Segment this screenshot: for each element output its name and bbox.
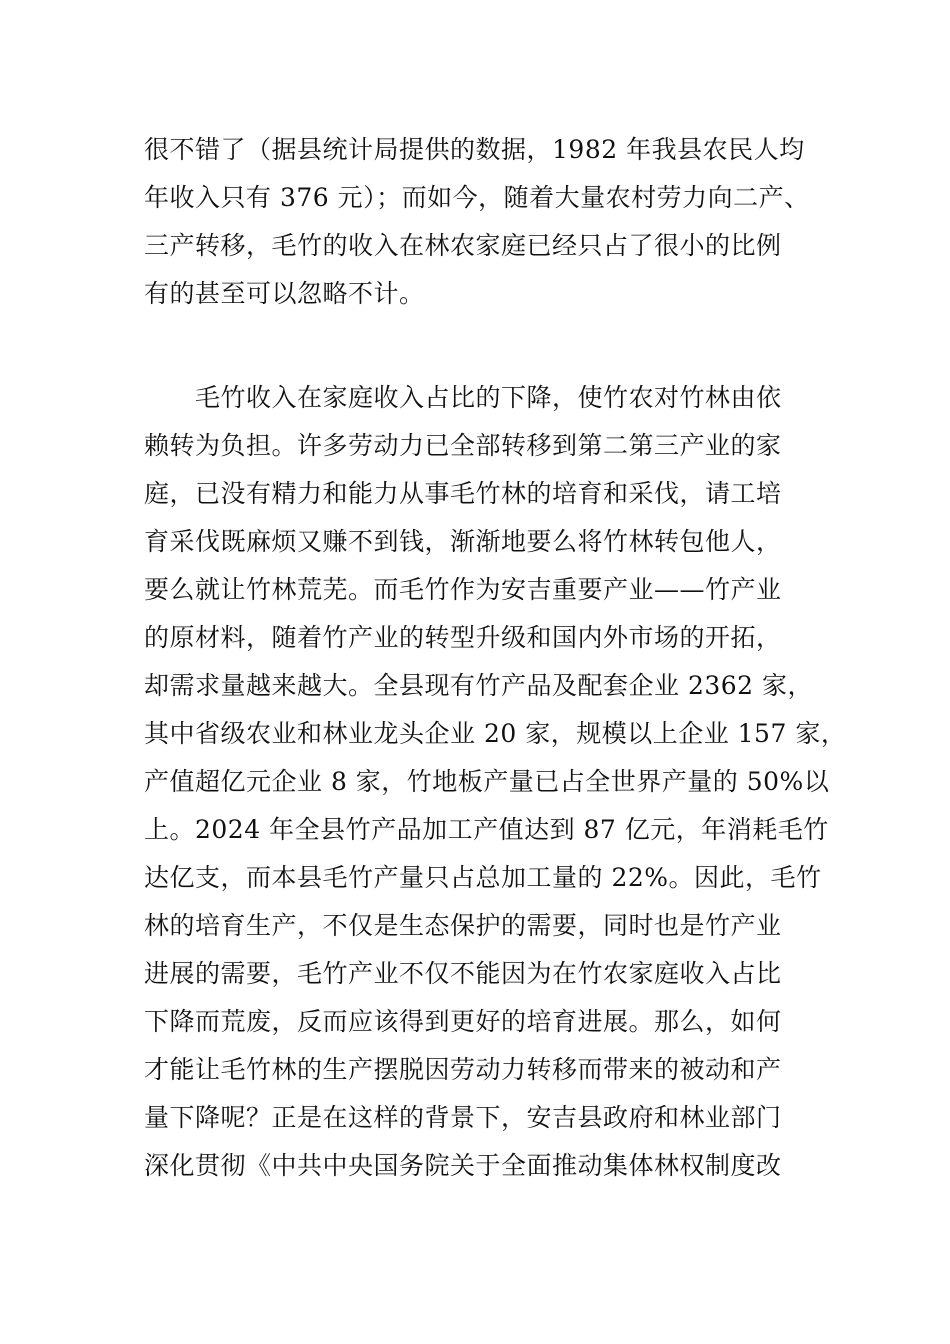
paragraph-line: 量下降呢？正是在这样的背景下，安吉县政府和林业部门 bbox=[144, 1103, 782, 1132]
paragraph-line: 很不错了（据县统计局提供的数据，1982 年我县农民人均 bbox=[144, 135, 805, 164]
paragraph-line: 有的甚至可以忽略不计。 bbox=[144, 279, 425, 308]
paragraph-line: 三产转移，毛竹的收入在林农家庭已经只占了很小的比例 bbox=[144, 231, 782, 260]
paragraph-line: 下降而荒废，反而应该得到更好的培育进展。那么，如何 bbox=[144, 1007, 782, 1036]
paragraph-line: 达亿支，而本县毛竹产量只占总加工量的 22%。因此，毛竹 bbox=[144, 863, 822, 892]
paragraph-line: 产值超亿元企业 8 家，竹地板产量已占全世界产量的 50%以 bbox=[144, 767, 830, 796]
paragraph-line: 才能让毛竹林的生产摆脱因劳动力转移而带来的被动和产 bbox=[144, 1055, 782, 1084]
paragraph-line: 毛竹收入在家庭收入占比的下降，使竹农对竹林由依 bbox=[144, 383, 782, 412]
paragraph-line: 林的培育生产，不仅是生态保护的需要，同时也是竹产业 bbox=[144, 911, 782, 940]
paragraph-line: 进展的需要，毛竹产业不仅不能因为在竹农家庭收入占比 bbox=[144, 959, 782, 988]
paragraph-line: 庭，已没有精力和能力从事毛竹林的培育和采伐，请工培 bbox=[144, 479, 782, 508]
paragraph-line: 深化贯彻《中共中央国务院关于全面推动集体林权制度改 bbox=[144, 1151, 782, 1180]
paragraph-line: 赖转为负担。许多劳动力已全部转移到第二第三产业的家 bbox=[144, 431, 782, 460]
paragraph-line: 其中省级农业和林业龙头企业 20 家，规模以上企业 157 家， bbox=[144, 719, 847, 748]
paragraph-line: 的原材料，随着竹产业的转型升级和国内外市场的开拓， bbox=[144, 623, 782, 652]
paragraph-line: 要么就让竹林荒芜。而毛竹作为安吉重要产业——竹产业 bbox=[144, 575, 782, 604]
paragraph-line: 年收入只有 376 元）；而如今，随着大量农村劳力向二产、 bbox=[144, 183, 810, 212]
paragraph-line: 却需求量越来越大。全县现有竹产品及配套企业 2362 家， bbox=[144, 671, 814, 700]
paragraph-2 bbox=[144, 374, 847, 1190]
paragraph-line: 上。2024 年全县竹产品加工产值达到 87 亿元，年消耗毛竹 bbox=[144, 815, 829, 844]
paragraph-1 bbox=[144, 126, 816, 318]
paragraph-line: 育采伐既麻烦又赚不到钱，渐渐地要么将竹林转包他人， bbox=[144, 527, 782, 556]
